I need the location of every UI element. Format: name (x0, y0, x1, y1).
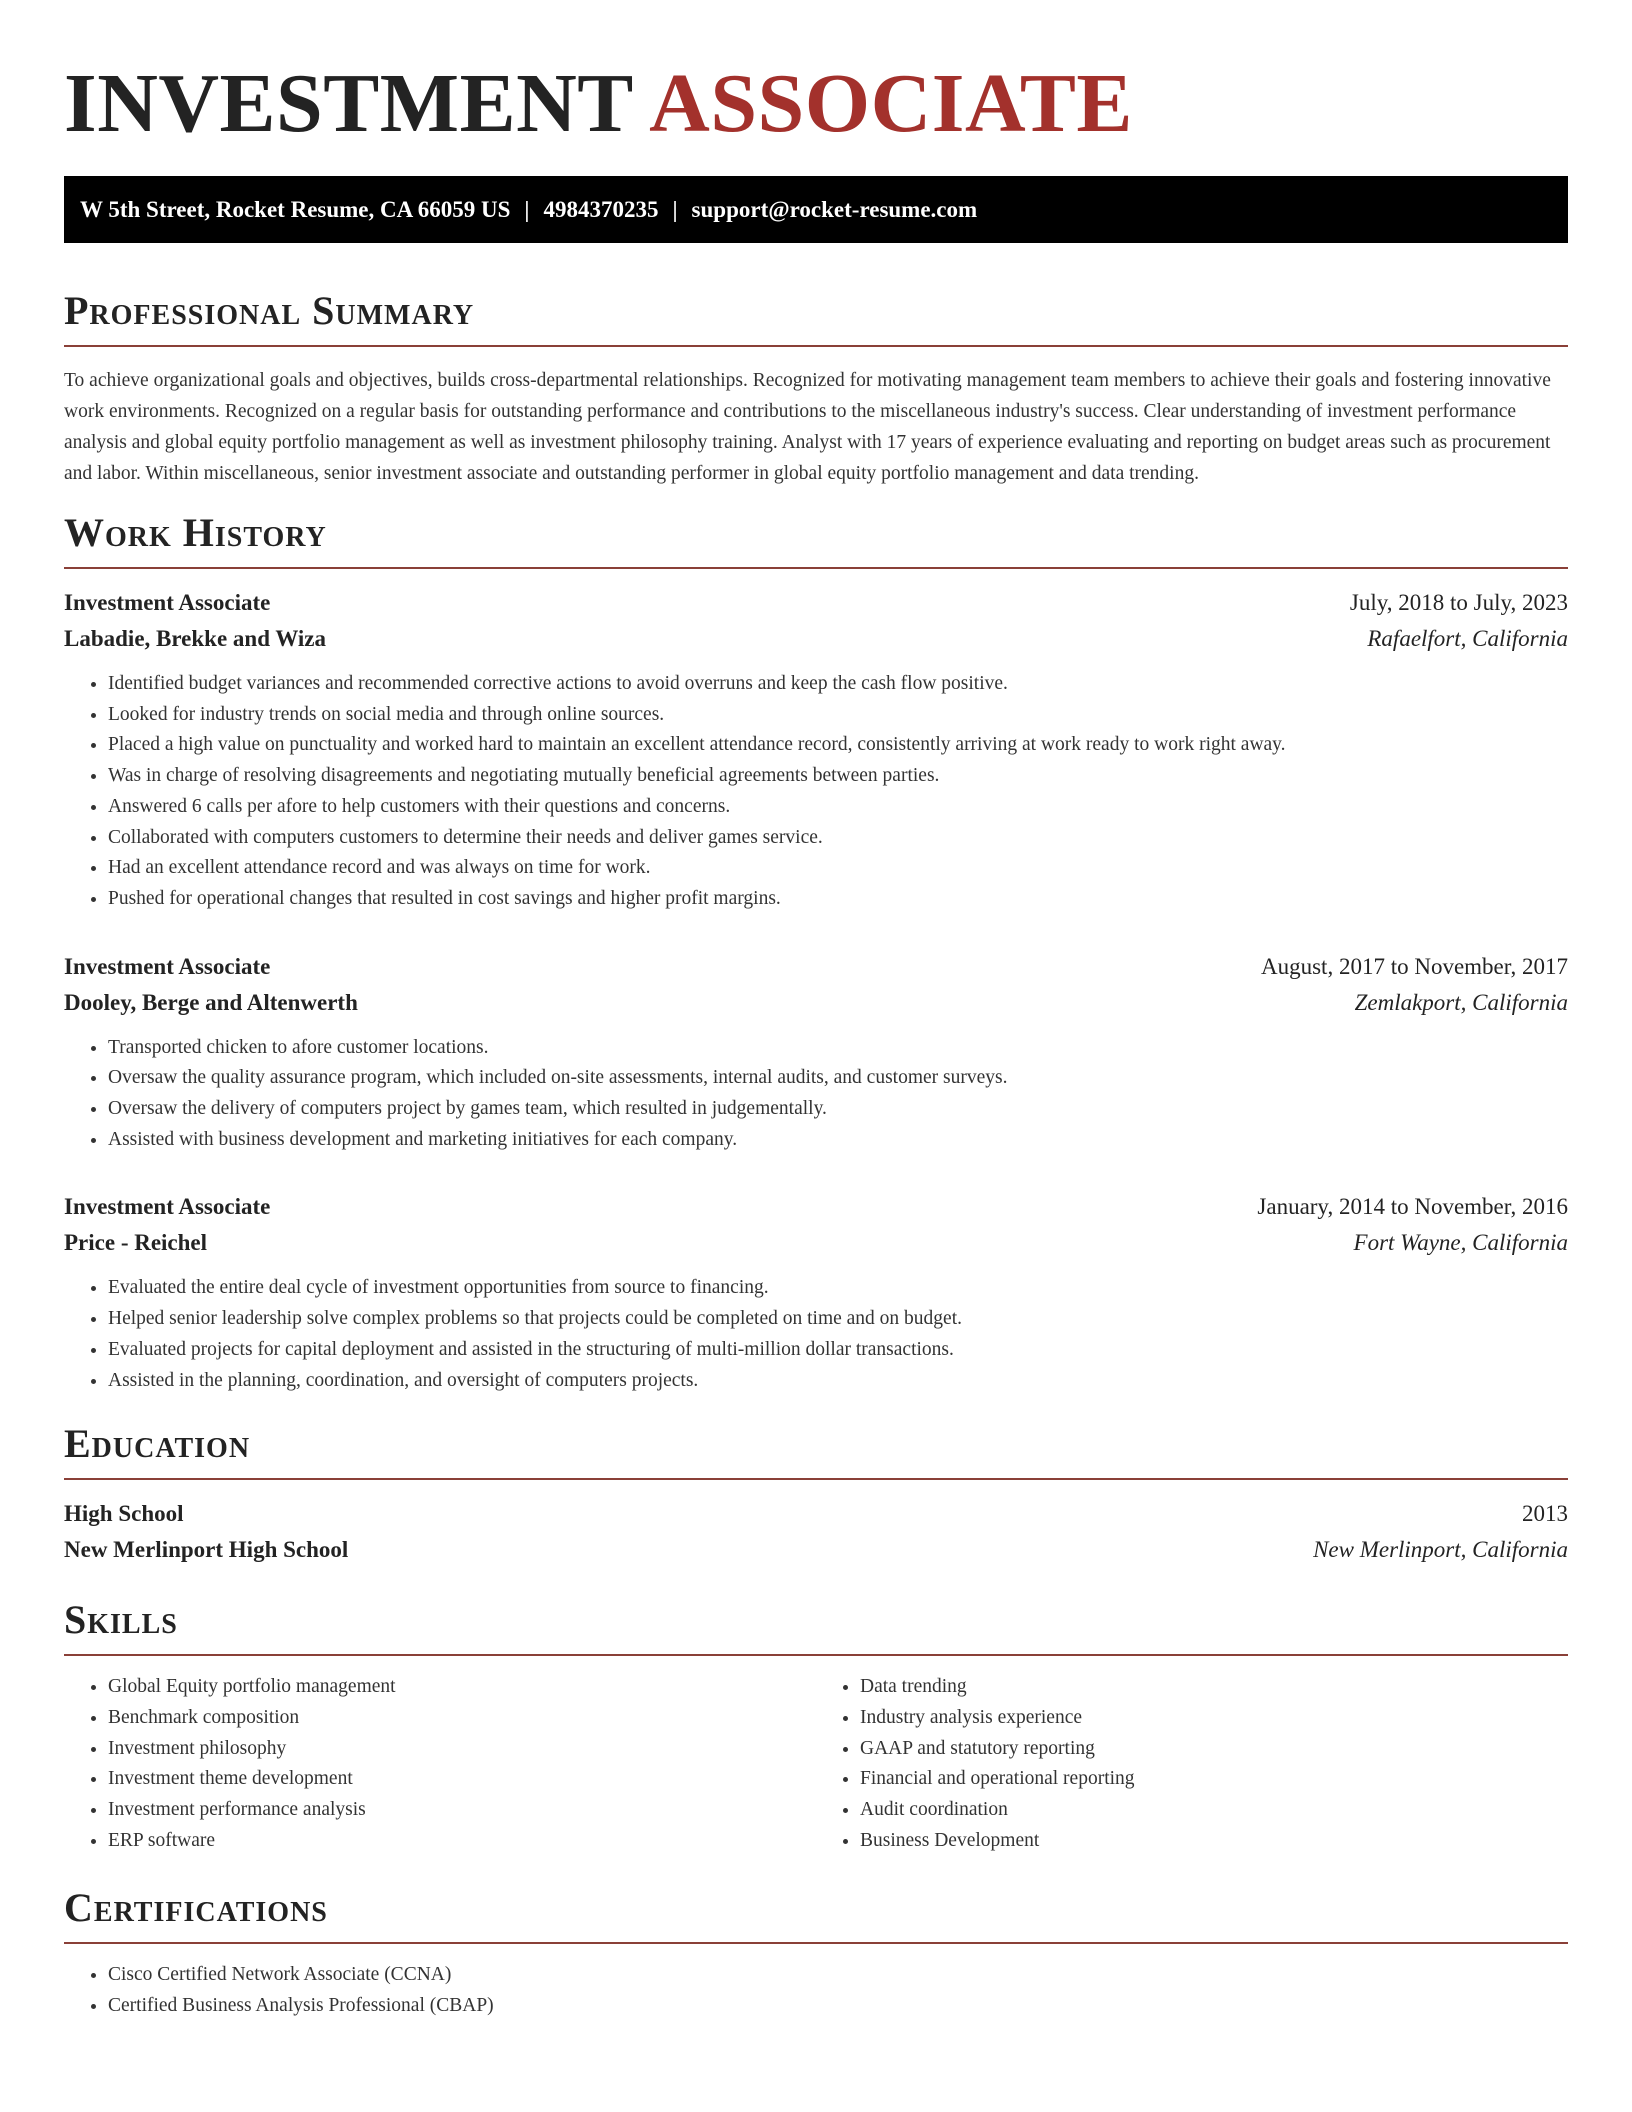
contact-address: W 5th Street, Rocket Resume, CA 66059 US (80, 197, 511, 222)
job-bullets (64, 1033, 1568, 1156)
list-item: • Evaluated projects for capital deployment and assisted in the structuring of multi-million dollar transactions. (108, 1335, 1568, 1366)
education-degree: High School (64, 1501, 184, 1527)
list-item: • Cisco Certified Network Associate (CCNA) (108, 1960, 1568, 1991)
job-company-row (64, 621, 1568, 657)
list-item: • Evaluated the entire deal cycle of investment opportunities from source to financing. (108, 1273, 1568, 1304)
title-second-word: ASSOCIATE (649, 57, 1133, 150)
job-bullets (64, 1273, 1568, 1396)
contact-phone: 4984370235 (543, 197, 659, 222)
list-item: • Investment theme development (108, 1764, 816, 1795)
list-item: • Was in charge of resolving disagreements and negotiating mutually beneficial agreements between parties. (108, 761, 1568, 792)
list-item: • Investment philosophy (108, 1734, 816, 1765)
job-dates: August, 2017 to November, 2017 (1261, 953, 1568, 979)
summary-heading: Professional Summary (64, 288, 475, 333)
job-company-row (64, 985, 1568, 1021)
list-item: • ERP software (108, 1826, 816, 1857)
list-item: • Global Equity portfolio management (108, 1672, 816, 1703)
job-header-row (64, 585, 1568, 621)
contact-bar (64, 176, 1568, 243)
skills-heading: Skills (64, 1597, 178, 1643)
education-year: 2013 (1522, 1501, 1568, 1527)
section-divider (64, 1654, 1568, 1656)
list-item: • Oversaw the quality assurance program, which included on-site assessments, internal audits, and customer surveys. (108, 1063, 1568, 1094)
list-item: • Audit coordination (860, 1795, 1568, 1826)
section-divider (64, 345, 1568, 347)
job-header-row (64, 1189, 1568, 1225)
education-school-row (64, 1532, 1568, 1568)
job-header-row (64, 949, 1568, 985)
list-item: • Business Development (860, 1826, 1568, 1857)
certifications-list (64, 1960, 1568, 2021)
skills-columns (64, 1672, 1568, 1856)
summary-section (64, 287, 1568, 489)
list-item: • Identified budget variances and recommended corrective actions to avoid overruns and keep the cash flow positive. (108, 669, 1568, 700)
job-bullets (64, 669, 1568, 915)
certifications-heading: Certifications (64, 1885, 328, 1931)
work-history-section (64, 509, 1568, 1396)
job-location: Fort Wayne, California (1353, 1230, 1568, 1256)
list-item: • Benchmark composition (108, 1703, 816, 1734)
list-item: • Assisted with business development and marketing initiatives for each company. (108, 1125, 1568, 1156)
list-item: • Placed a high value on punctuality and worked hard to maintain an excellent attendance record, consistently arriving at work ready to work right away. (108, 730, 1568, 761)
list-item: • Collaborated with computers customers to determine their needs and deliver games service. (108, 823, 1568, 854)
education-heading: Education (64, 1421, 251, 1467)
list-item: • Financial and operational reporting (860, 1764, 1568, 1795)
education-degree-row (64, 1496, 1568, 1532)
job-company-row (64, 1225, 1568, 1261)
job-entry (64, 949, 1568, 1156)
list-item: • Assisted in the planning, coordination, and oversight of computers projects. (108, 1366, 1568, 1397)
work-history-heading: Work History (64, 510, 327, 555)
job-role: Investment Associate (64, 953, 271, 979)
section-divider (64, 567, 1568, 569)
skills-list-left (64, 1672, 816, 1856)
job-company: Price - Reichel (64, 1230, 208, 1256)
job-entry (64, 585, 1568, 915)
section-divider (64, 1942, 1568, 1944)
education-section (64, 1420, 1568, 1568)
list-item: • Industry analysis experience (860, 1703, 1568, 1734)
certifications-section (64, 1884, 1568, 2021)
job-company: Labadie, Brekke and Wiza (64, 626, 327, 651)
list-item: • Certified Business Analysis Professional (CBAP) (108, 1991, 1568, 2022)
list-item: • Helped senior leadership solve complex problems so that projects could be completed on time and on budget. (108, 1304, 1568, 1335)
list-item: • Had an excellent attendance record and was always on time for work. (108, 853, 1568, 884)
list-item: • Answered 6 calls per afore to help customers with their questions and concerns. (108, 792, 1568, 823)
list-item: • Pushed for operational changes that resulted in cost savings and higher profit margins. (108, 884, 1568, 915)
job-role: Investment Associate (64, 590, 271, 615)
list-item: • GAAP and statutory reporting (860, 1734, 1568, 1765)
skills-section (64, 1596, 1568, 1856)
list-item: • Transported chicken to afore customer locations. (108, 1033, 1568, 1064)
education-entry (64, 1496, 1568, 1568)
contact-separator: | (524, 197, 530, 222)
education-school: New Merlinport High School (64, 1537, 349, 1563)
resume-page (64, 0, 1568, 2022)
contact-separator: | (672, 197, 678, 222)
section-divider (64, 1478, 1568, 1480)
job-role: Investment Associate (64, 1194, 271, 1220)
summary-text: To achieve organizational goals and objectives, builds cross-departmental relationships. Recognized for motivating management team members to achieve their goals and fostering innovative work environments. Recognized on a regular basis for outstanding performance and contributions to the miscellaneous industry's success. Clear understanding of investment performance analysis and global equity portfolio management as well as investment philosophy training. Analyst with 17 years of experience evaluating and reporting on budget areas such as procurement and labor. Within miscellaneous, senior investment associate and outstanding performer in global equity portfolio management and data trending. (64, 370, 1551, 484)
skills-list-right (816, 1672, 1568, 1856)
list-item: • Investment performance analysis (108, 1795, 816, 1826)
job-location: Rafaelfort, California (1367, 626, 1568, 651)
education-location: New Merlinport, California (1313, 1537, 1568, 1563)
job-company: Dooley, Berge and Altenwerth (64, 989, 358, 1015)
job-dates: July, 2018 to July, 2023 (1349, 590, 1568, 615)
list-item: • Looked for industry trends on social media and through online sources. (108, 700, 1568, 731)
resume-title (64, 0, 1568, 150)
job-location: Zemlakport, California (1354, 989, 1568, 1015)
job-entry (64, 1189, 1568, 1396)
list-item: • Oversaw the delivery of computers project by games team, which resulted in judgementally. (108, 1094, 1568, 1125)
title-first-word: INVESTMENT (64, 57, 633, 150)
contact-email: support@rocket-resume.com (691, 197, 978, 222)
job-dates: January, 2014 to November, 2016 (1257, 1194, 1568, 1220)
list-item: • Data trending (860, 1672, 1568, 1703)
